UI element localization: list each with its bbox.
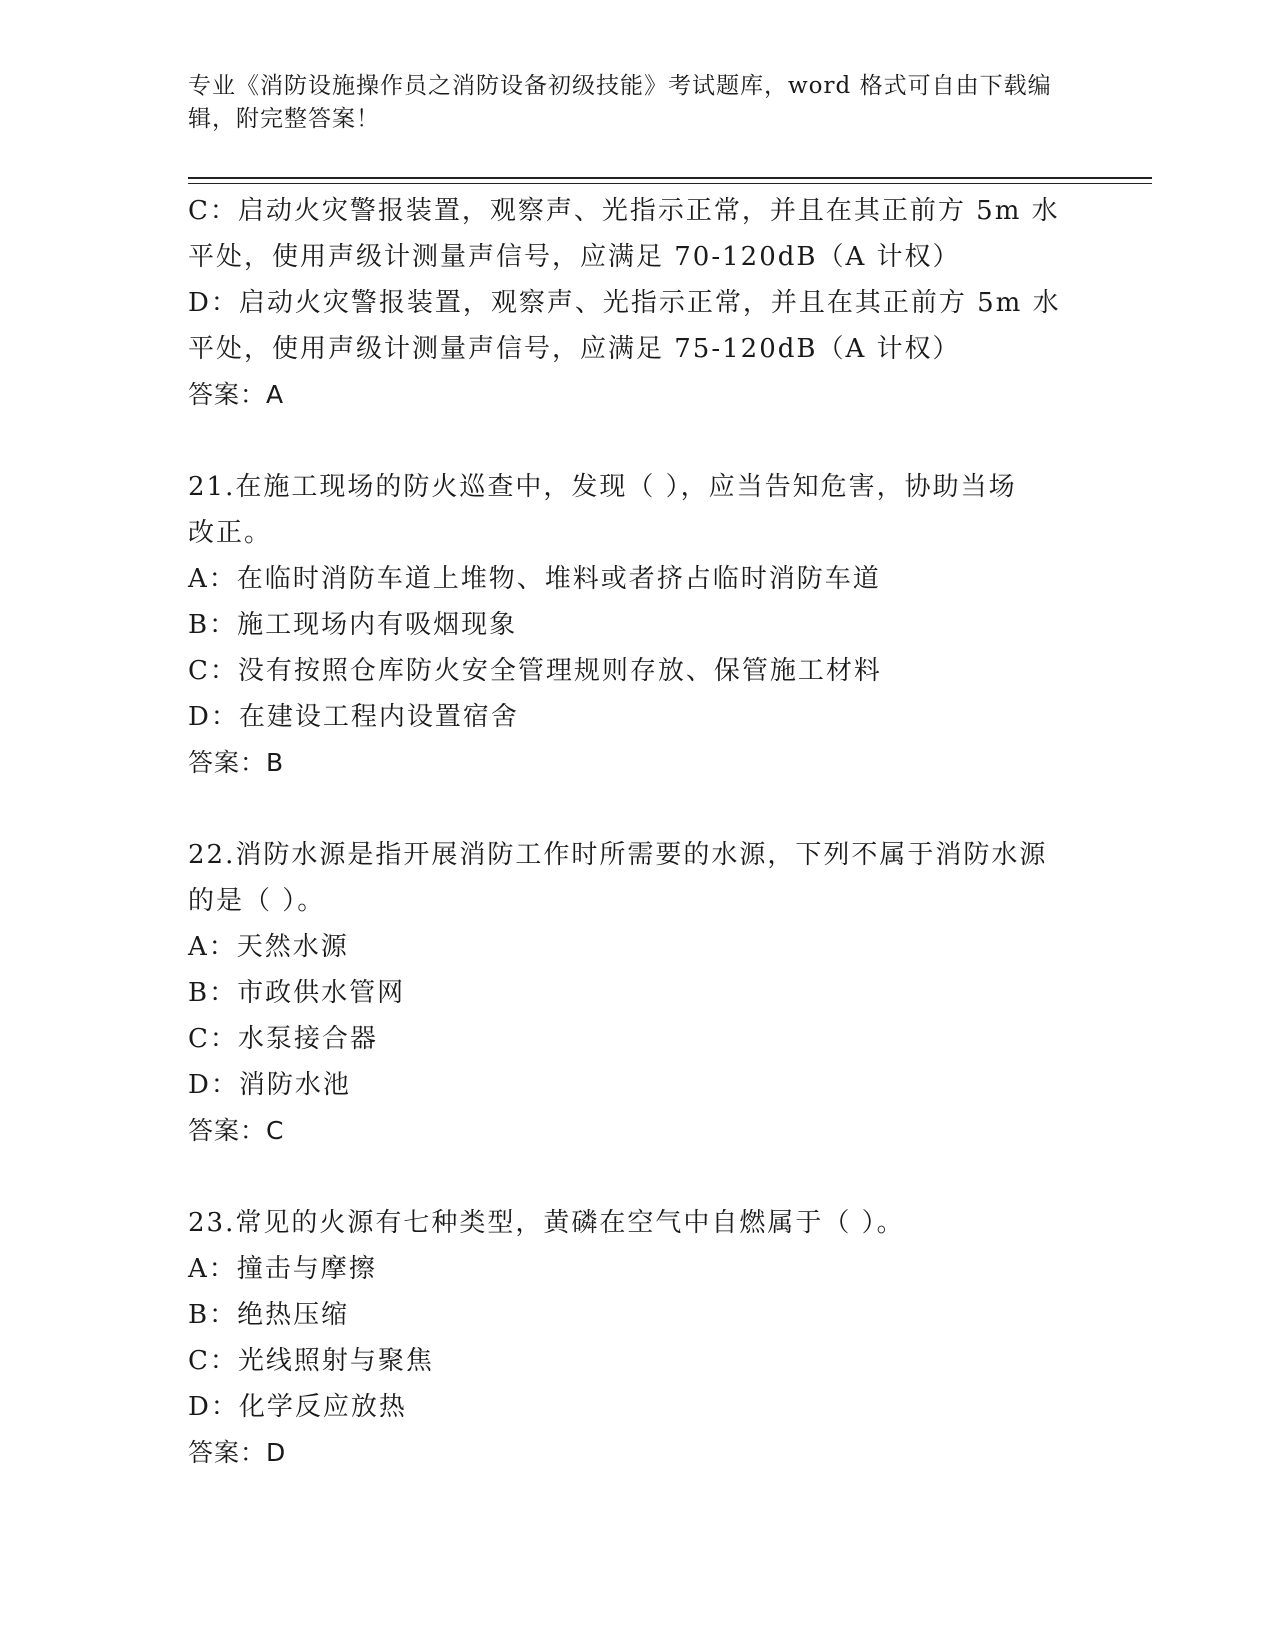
option-c: C：水泵接合器 <box>188 1024 378 1054</box>
option-c-line-1: C：启动火灾警报装置，观察声、光指示正常，并且在其正前方 5m 水 <box>188 196 1060 226</box>
option-d-line-1: D：启动火灾警报装置，观察声、光指示正常，并且在其正前方 5m 水 <box>188 288 1061 318</box>
option-a: A：在临时消防车道上堆物、堆料或者挤占临时消防车道 <box>188 564 881 594</box>
answer-line: 答案：B <box>188 748 285 777</box>
option-b: B：施工现场内有吸烟现象 <box>188 610 518 640</box>
answer-line: 答案：C <box>188 1116 285 1145</box>
header-line-1: 专业《消防设施操作员之消防设备初级技能》考试题库，word 格式可自由下载编 <box>188 73 1052 99</box>
question-stem-line-1: 23.常见的火源有七种类型，黄磷在空气中自燃属于（ ）。 <box>188 1208 905 1238</box>
option-d: D：化学反应放热 <box>188 1392 407 1422</box>
spacer <box>188 786 1088 832</box>
previous-question-tail <box>188 188 1088 418</box>
question-stem-line-2: 的是（ ）。 <box>188 886 326 916</box>
option-d: D：在建设工程内设置宿舍 <box>188 702 519 732</box>
option-c: C：没有按照仓库防火安全管理规则存放、保管施工材料 <box>188 656 882 686</box>
header-rule-thick <box>188 177 1152 179</box>
question-stem-line-2: 改正。 <box>188 518 273 548</box>
option-c: C：光线照射与聚焦 <box>188 1346 434 1376</box>
header-rule-thin <box>188 183 1152 184</box>
option-a: A：天然水源 <box>188 932 349 962</box>
question-stem-line-1: 22.消防水源是指开展消防工作时所需要的水源，下列不属于消防水源 <box>188 840 1048 870</box>
option-a: A：撞击与摩擦 <box>188 1254 377 1284</box>
answer-line: 答案：D <box>188 1438 287 1467</box>
spacer <box>188 418 1088 464</box>
page-header <box>188 70 1068 136</box>
answer-line: 答案：A <box>188 380 285 409</box>
question-stem-line-1: 21.在施工现场的防火巡查中，发现（ ），应当告知危害，协助当场 <box>188 472 1017 502</box>
option-d: D：消防水池 <box>188 1070 351 1100</box>
question-22 <box>188 832 1088 1154</box>
option-b: B：绝热压缩 <box>188 1300 350 1330</box>
option-c-line-2: 平处，使用声级计测量声信号，应满足 70-120dB（A 计权） <box>188 242 961 272</box>
question-21 <box>188 464 1088 786</box>
header-line-2: 辑，附完整答案！ <box>188 106 380 132</box>
spacer <box>188 1154 1088 1200</box>
option-b: B：市政供水管网 <box>188 978 406 1008</box>
question-23 <box>188 1200 1088 1476</box>
option-d-line-2: 平处，使用声级计测量声信号，应满足 75-120dB（A 计权） <box>188 334 961 364</box>
document-body <box>188 188 1088 1476</box>
